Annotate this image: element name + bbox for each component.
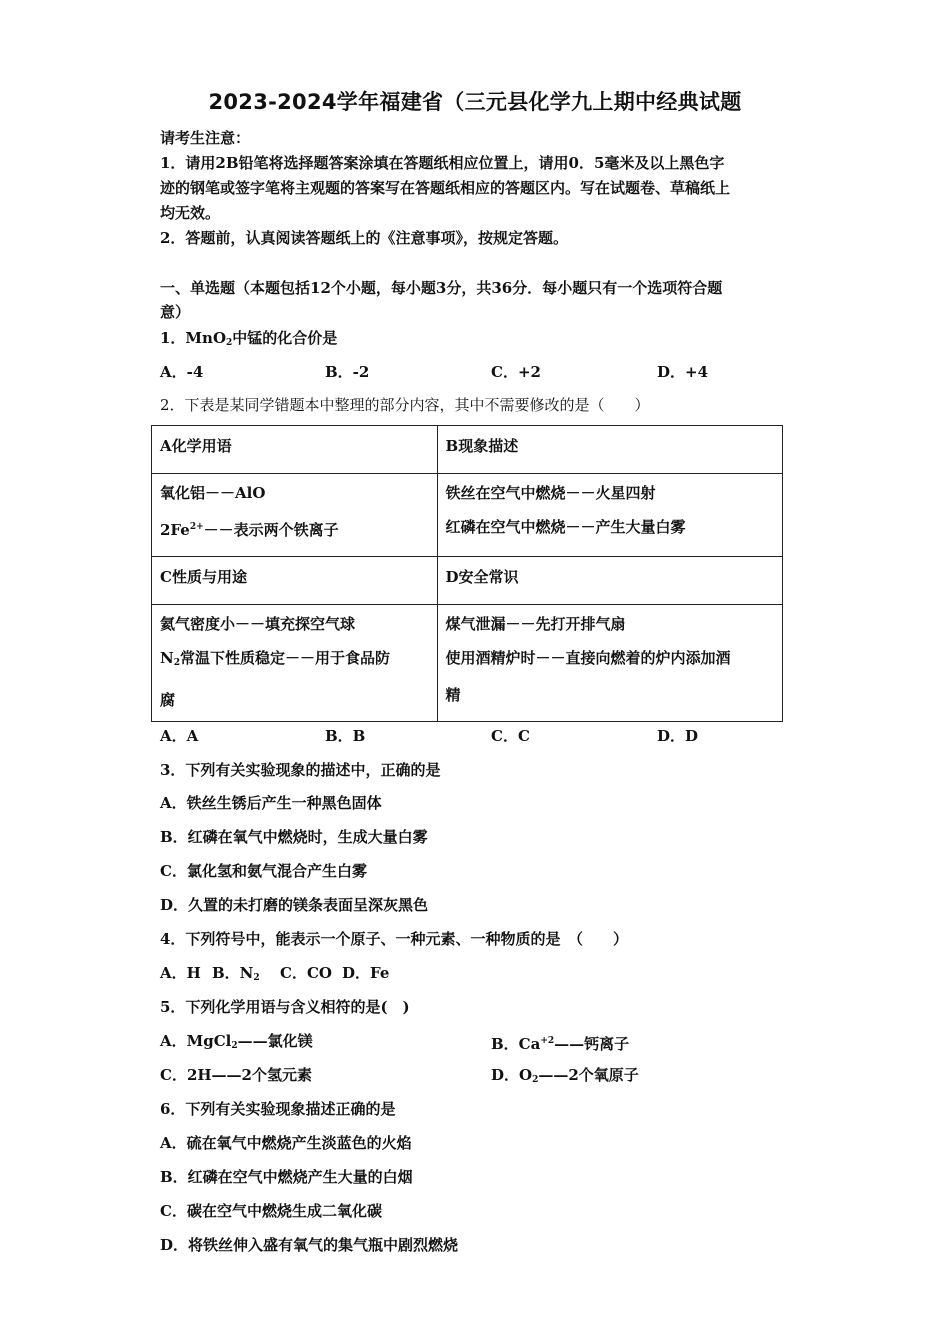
- q4-stem: 4．下列符号中，能表示一个原子、一种元素、一种物质的是 （ ）: [160, 930, 628, 948]
- q4-option-b: B．$N_2$: [212, 964, 260, 983]
- q2-d-line-2: 使用酒精炉时－－直接向燃着的炉内添加酒: [445, 649, 731, 667]
- q2-cell-b-content: [437, 474, 782, 557]
- q1-option-c: C．+2: [491, 363, 541, 381]
- q6-option-d: D．将铁丝伸入盛有氧气的集气瓶中剧烈燃烧: [160, 1236, 459, 1254]
- section-heading-line-1: 一、单选题（本题包括12个小题，每小题3分，共36分．每小题只有一个选项符合题: [160, 279, 723, 297]
- q2-d-line-1: 煤气泄漏－－先打开排气扇: [445, 615, 626, 633]
- notice-item-1-line-1: 1．请用2B铅笔将选择题答案涂填在答题纸相应位置上，请用0．5毫米及以上黑色字: [160, 154, 725, 172]
- section-heading-line-2: 意）: [160, 303, 191, 321]
- notice-item-1-line-3: 均无效。: [160, 204, 221, 222]
- q2-option-d: D．D: [657, 727, 699, 745]
- q2-a-line-2: $2Fe^{2+}--$表示两个铁离子: [160, 521, 339, 539]
- q2-b-line-1: 铁丝在空气中燃烧－－火星四射: [445, 484, 656, 502]
- q2-stem: 2．下表是某同学错题本中整理的部分内容，其中不需要修改的是（ ）: [160, 396, 650, 414]
- q4-option-a: A．H: [160, 964, 201, 982]
- q1-stem: 1．MnO$_2$中锰的化合价是: [160, 329, 338, 348]
- q2-a-line-1: 氧化铝－－AlO: [160, 484, 266, 502]
- q3-option-c: C．氯化氢和氨气混合产生白雾: [160, 862, 367, 880]
- q2-c-line-3: 腐: [160, 691, 176, 709]
- q2-c-line-1: 氦气密度小－－填充探空气球: [160, 615, 356, 633]
- notice-item-2: 2．答题前，认真阅读答题纸上的《注意事项》，按规定答题。: [160, 229, 568, 247]
- q6-option-c: C．碳在空气中燃烧生成二氧化碳: [160, 1202, 382, 1220]
- q2-d-line-3: 精: [445, 686, 461, 704]
- notice-heading: 请考生注意：: [160, 129, 251, 147]
- q5-option-a: A．MgCl$_2$——氯化镁: [160, 1032, 313, 1051]
- q1-option-a: A．-4: [160, 363, 204, 381]
- q5-stem: 5．下列化学用语与含义相符的是( ): [160, 998, 410, 1016]
- q5-option-d: D．$O_2——2$个氧原子: [491, 1066, 639, 1085]
- q2-cell-d-content: [437, 605, 782, 722]
- q2-cell-c-heading: C性质与用途: [152, 557, 438, 605]
- q2-c-line-2: $N_2$常温下性质稳定－－用于食品防: [160, 649, 390, 668]
- notice-item-1-line-2: 迹的钢笔或签字笔将主观题的答案写在答题纸相应的答题区内。写在试题卷、草稿纸上: [160, 179, 731, 197]
- q4-option-d: D．Fe: [342, 964, 390, 982]
- q1-option-b: B．-2: [325, 363, 370, 381]
- q2-cell-d-heading: D安全常识: [437, 557, 782, 605]
- q2-option-a: A．A: [160, 727, 199, 745]
- page-title: 2023-2024学年福建省（三元县化学九上期中经典试题: [208, 90, 742, 114]
- q2-cell-c-content: [152, 605, 438, 722]
- q3-option-a: A．铁丝生锈后产生一种黑色固体: [160, 794, 382, 812]
- q1-option-d: D．+4: [657, 363, 709, 381]
- q2-cell-a-content: [152, 474, 438, 557]
- q5-option-c: C．2H——2个氢元素: [160, 1066, 312, 1084]
- q2-option-b: B．B: [325, 727, 366, 745]
- q3-option-d: D．久置的未打磨的镁条表面呈深灰黑色: [160, 896, 429, 914]
- q6-stem: 6．下列有关实验现象描述正确的是: [160, 1100, 396, 1118]
- q2-cell-a-heading: A化学用语: [152, 426, 438, 474]
- q3-option-b: B．红磷在氧气中燃烧时，生成大量白雾: [160, 828, 428, 846]
- q6-option-a: A．硫在氧气中燃烧产生淡蓝色的火焰: [160, 1134, 412, 1152]
- q2-cell-b-heading: B现象描述: [437, 426, 782, 474]
- q3-stem: 3．下列有关实验现象的描述中，正确的是: [160, 761, 441, 779]
- q6-option-b: B．红磷在空气中燃烧产生大量的白烟: [160, 1168, 413, 1186]
- q2-option-c: C．C: [491, 727, 530, 745]
- q4-option-c: C．CO: [280, 964, 332, 982]
- q2-table: [151, 425, 783, 722]
- q2-b-line-2: 红磷在空气中燃烧－－产生大量白雾: [445, 518, 686, 536]
- q5-option-b: B．$Ca^{+2}——$钙离子: [491, 1035, 630, 1053]
